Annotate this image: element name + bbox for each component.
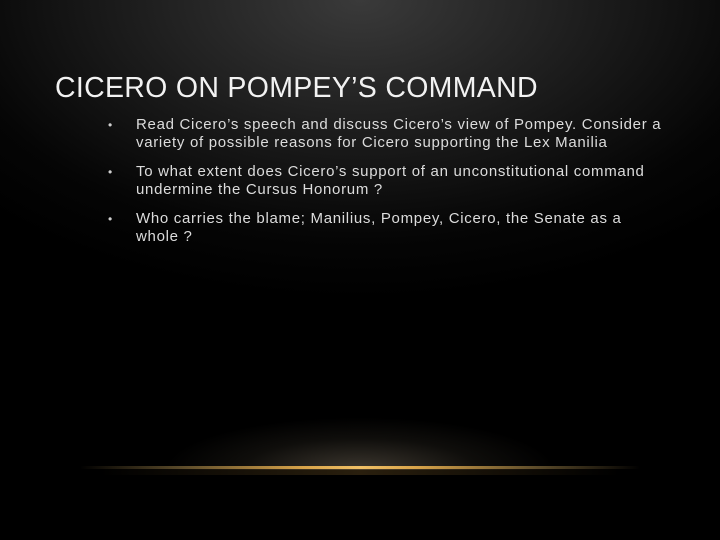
slide-title: CICERO ON POMPEY’S COMMAND	[55, 72, 538, 104]
bullet-item-3	[108, 210, 668, 246]
bullet-item-2	[108, 163, 668, 199]
bullet-marker: •	[108, 212, 113, 226]
bullet-marker: •	[108, 165, 113, 179]
floor-glow	[60, 380, 660, 470]
bullet-list	[108, 116, 668, 257]
bullet-marker: •	[108, 118, 113, 132]
bullet-item-1	[108, 116, 668, 152]
floor-accent-line-reflection	[100, 469, 620, 475]
bullet-text: To what extent does Cicero’s support of an unconstitutional command undermine the Cursus Honorum ?	[136, 163, 645, 198]
bullet-text: Who carries the blame; Manilius, Pompey, Cicero, the Senate as a whole ?	[136, 210, 622, 245]
bullet-text: Read Cicero’s speech and discuss Cicero’s view of Pompey. Consider a variety of possible reasons for Cicero supporting the Lex Manilia	[136, 116, 662, 151]
